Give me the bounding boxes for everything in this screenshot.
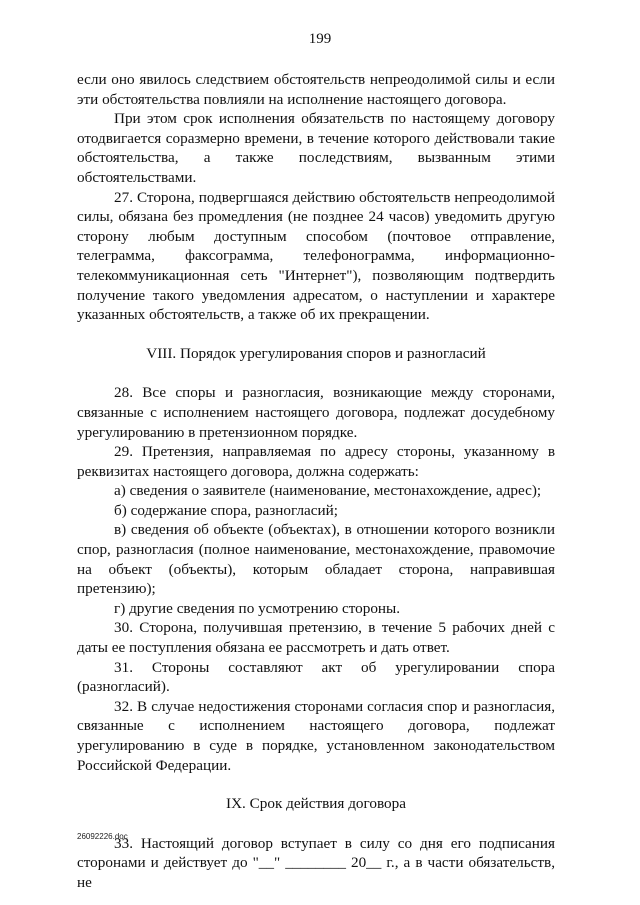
- page-number: 199: [308, 31, 332, 47]
- paragraph: При этом срок исполнения обязательств по настоящему договору отодвигается соразмерно времени, в течение которого действовали такие обстоятельства, а также последствиям, вызванным этими обстоятельствами.: [77, 110, 555, 186]
- section-heading: IX. Срок действия договора: [226, 795, 406, 813]
- list-item: в) сведения об объекте (объектах), в отношении которого возникли спор, разногласия (полное наименование, местонахождение, правомочие на объект (объекты), которым обладает сторона, направившая претензию);: [77, 521, 555, 598]
- list-item: г) другие сведения по усмотрению стороны.: [114, 599, 401, 617]
- paragraph: 31. Стороны составляют акт об урегулировании спора (разногласий).: [77, 658, 555, 696]
- paragraph: 29. Претензия, направляемая по адресу стороны, указанному в реквизитах настоящего договора, должна содержать:: [77, 443, 555, 480]
- document-body: [77, 70, 555, 893]
- paragraph: 28. Все споры и разногласия, возникающие между сторонами, связанные с исполнением настоящего договора, подлежат досудебному урегулированию в претензионном порядке.: [77, 384, 555, 441]
- paragraph: если оно явилось следствием обстоятельств непреодолимой силы и если эти обстоятельства повлияли на исполнение настоящего договора.: [77, 71, 555, 108]
- paragraph: 27. Сторона, подвергшаяся действию обстоятельств непреодолимой силы, обязана без промедления (не позднее 24 часов) уведомить другую сторону любым доступным способом (почтовое отправление, телеграмма, факсограмма, телефонограмма, информационно-телекоммуникационная сеть "Интернет"), позволяющим подтвердить получение такого уведомления адресатом, о наступлении и характере указанных обстоятельств, а также об их прекращении.: [77, 188, 555, 324]
- section-heading: VIII. Порядок урегулирования споров и разногласий: [146, 344, 486, 362]
- paragraph: 33. Настоящий договор вступает в силу со дня его подписания сторонами и действует до "__" ________ 20__ г., а в части обязательств, не: [77, 834, 555, 891]
- list-item: б) содержание спора, разногласий;: [114, 501, 339, 519]
- list-item: а) сведения о заявителе (наименование, местонахождение, адрес);: [114, 482, 542, 500]
- footer-filename: 26092226.doc: [77, 832, 128, 841]
- paragraph: 30. Сторона, получившая претензию, в течение 5 рабочих дней с даты ее поступления обязана ее рассмотреть и дать ответ.: [77, 619, 555, 657]
- paragraph: 32. В случае недостижения сторонами согласия спор и разногласия, связанные с исполнением настоящего договора, подлежат урегулированию в суде в порядке, установленном законодательством Российской Федерации.: [77, 697, 555, 774]
